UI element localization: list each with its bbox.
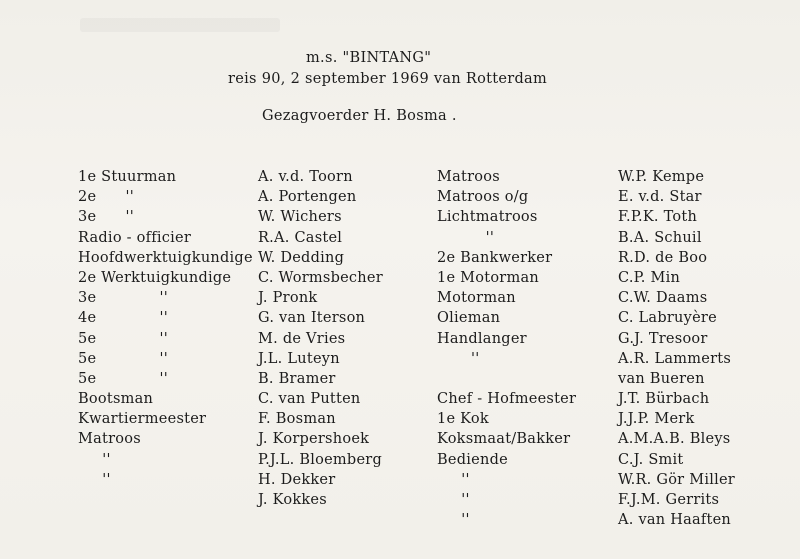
crew-rank: 5e ''	[78, 370, 168, 387]
crew-rank: Matroos o/g	[437, 189, 529, 206]
crew-rank: ''	[437, 350, 480, 367]
crew-name: E. v.d. Star	[618, 189, 702, 206]
crew-name: C.J. Smit	[618, 451, 684, 468]
crew-name: G. van Iterson	[258, 310, 366, 327]
right-name-column	[618, 167, 735, 530]
crew-rank: Matroos	[78, 431, 141, 448]
crew-name: J.J.P. Merk	[618, 411, 695, 428]
crew-rank: Bootsman	[78, 391, 154, 408]
crew-name: M. de Vries	[258, 330, 346, 347]
crew-rank: 2e Bankwerker	[437, 249, 553, 266]
crew-name: J. Pronk	[258, 290, 318, 307]
crew-name: A.M.A.B. Bleys	[618, 431, 731, 448]
captain-line: Gezagvoerder H. Bosma .	[262, 108, 457, 124]
crew-rank: 5e ''	[78, 350, 168, 367]
right-rank-column	[437, 167, 576, 530]
crew-rank: ''	[78, 471, 111, 488]
left-name-column	[258, 167, 383, 510]
crew-rank: Bediende	[437, 451, 508, 468]
paper-bleed-mark	[80, 18, 280, 32]
crew-name: A.R. Lammerts	[618, 350, 732, 367]
crew-rank: 1e Motorman	[437, 269, 539, 286]
crew-name: B. Bramer	[258, 370, 336, 387]
crew-name: H. Dekker	[258, 471, 336, 488]
crew-name: van Bueren	[618, 370, 705, 387]
voyage-line: reis 90, 2 september 1969 van Rotterdam	[228, 71, 548, 87]
crew-rank: ''	[437, 492, 470, 508]
crew-rank: Kwartiermeester	[78, 411, 207, 428]
crew-rank: 2e Werktuigkundige	[78, 269, 232, 286]
crew-name: P.J.L. Bloemberg	[258, 451, 383, 468]
crew-rank: 3e ''	[78, 209, 134, 226]
crew-rank: ''	[437, 512, 470, 529]
crew-rank: Chef - Hofmeester	[437, 391, 577, 408]
crew-name: W.R. Gör Miller	[618, 471, 735, 488]
crew-name: C. Labruyère	[618, 310, 717, 327]
crew-rank: 3e ''	[78, 290, 168, 307]
crew-rank: Koksmaat/Bakker	[437, 431, 571, 448]
crew-name: C.P. Min	[618, 269, 681, 286]
crew-name: A. Portengen	[258, 189, 357, 206]
crew-rank	[437, 369, 576, 389]
crew-rank: Olieman	[437, 310, 501, 327]
crew-rank: Motorman	[437, 290, 516, 307]
crew-rank: ''	[437, 229, 495, 246]
crew-rank: 1e Kok	[437, 411, 489, 428]
crew-name: B.A. Schuil	[618, 229, 702, 246]
crew-name: R.D. de Boo	[618, 249, 708, 266]
crew-rank: Handlanger	[437, 330, 527, 347]
crew-name: F. Bosman	[258, 411, 336, 428]
crew-name: A. van Haaften	[618, 512, 732, 529]
crew-name: R.A. Castel	[258, 229, 343, 246]
crew-name: W. Dedding	[258, 249, 345, 266]
crew-rank: Radio - officier	[78, 229, 192, 246]
crew-name: F.J.M. Gerrits	[618, 492, 720, 508]
crew-rank: ''	[437, 471, 470, 488]
crew-name: C. van Putten	[258, 391, 361, 408]
crew-name: C. Wormsbecher	[258, 269, 383, 286]
crew-name: W.P. Kempe	[618, 169, 705, 185]
crew-rank: Lichtmatroos	[437, 209, 538, 226]
crew-rank: ''	[78, 451, 111, 468]
crew-name: F.P.K. Toth	[618, 209, 698, 226]
crew-name: J. Korpershoek	[258, 431, 370, 448]
crew-name: C.W. Daams	[618, 290, 708, 307]
crew-name: G.J. Tresoor	[618, 330, 708, 347]
crew-name: W. Wichers	[258, 209, 342, 226]
crew-rank: 5e ''	[78, 330, 168, 347]
crew-name: J.T. Bürbach	[618, 391, 710, 408]
crew-rank: 2e ''	[78, 189, 134, 206]
crew-name: J.L. Luteyn	[258, 350, 340, 367]
crew-name: J. Kokkes	[258, 492, 327, 508]
crew-rank: 1e Stuurman	[78, 169, 177, 185]
crew-name: A. v.d. Toorn	[258, 169, 353, 185]
crew-rank: Hoofdwerktuigkundige	[78, 249, 253, 266]
ship-name-heading: m.s. "BINTANG"	[306, 50, 432, 66]
left-rank-column	[78, 167, 253, 490]
crew-rank: 4e ''	[78, 310, 168, 327]
crew-rank: Matroos	[437, 169, 500, 185]
